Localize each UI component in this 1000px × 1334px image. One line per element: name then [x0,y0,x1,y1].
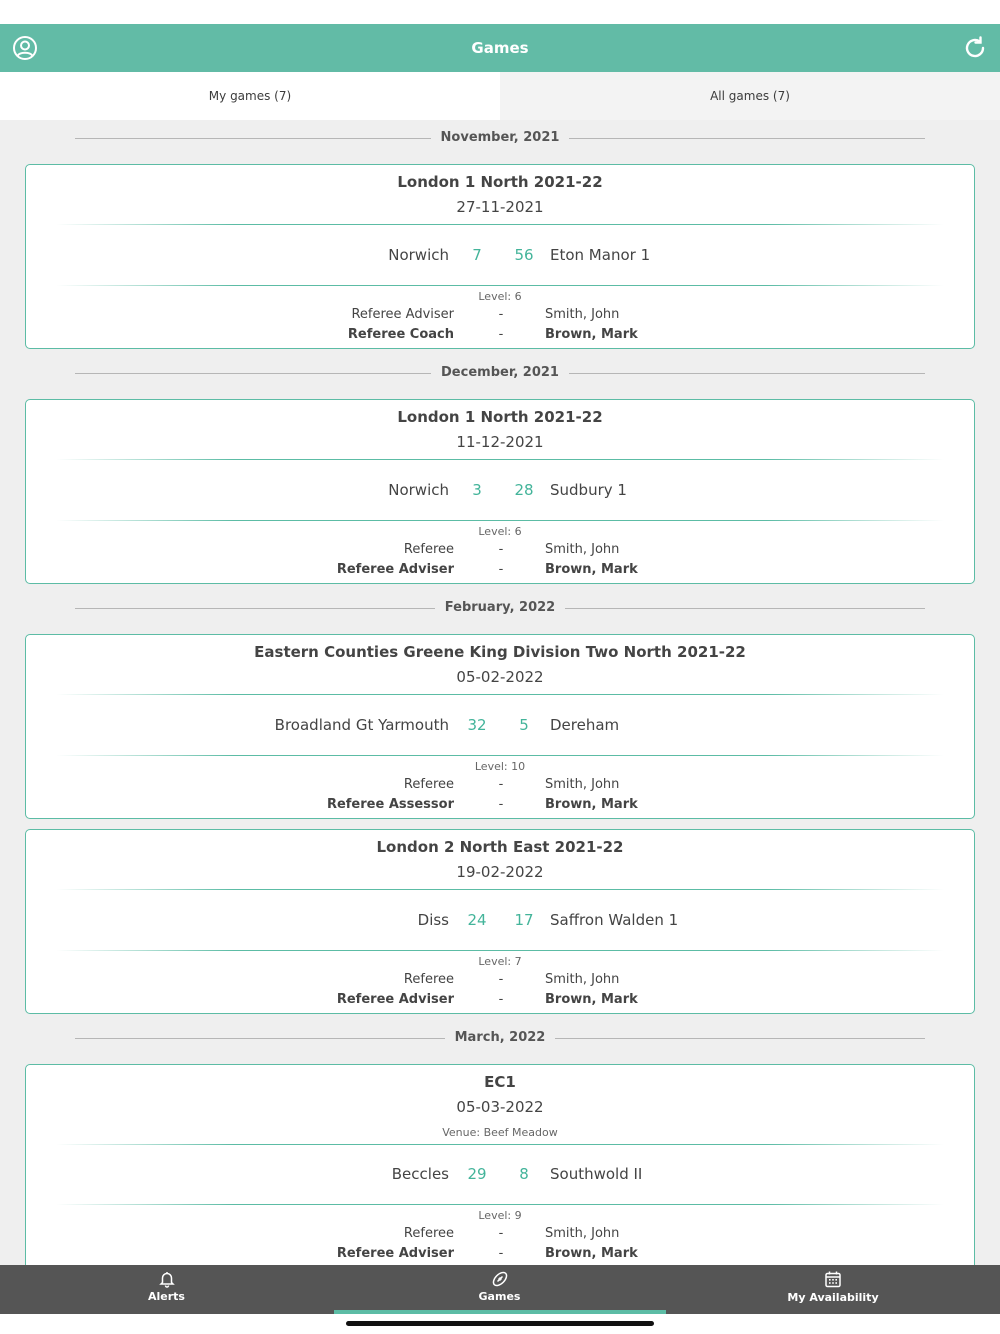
bell-icon [158,1270,176,1288]
month-label: December, 2021 [431,364,569,382]
away-score: 17 [514,911,534,929]
competition-name: EC1 [484,1073,516,1091]
game-date: 19-02-2022 [456,863,544,881]
official-name: Smith, John [545,1226,620,1241]
official-name: Brown, Mark [545,1246,638,1261]
separator: - [498,327,504,342]
competition-name: Eastern Counties Greene King Division Two North 2021-22 [254,643,746,661]
competition-name: London 1 North 2021-22 [397,408,603,426]
official-role: Referee Adviser [351,307,454,322]
away-team: Saffron Walden 1 [550,911,679,929]
nav-games[interactable] [333,1265,666,1314]
rugby-ball-icon [491,1270,509,1288]
official-role: Referee [403,777,454,792]
official-name: Smith, John [545,777,620,792]
official-name: Smith, John [545,542,620,557]
game-date: 27-11-2021 [456,198,544,216]
month-label: November, 2021 [431,129,570,147]
competition-name: London 1 North 2021-22 [397,173,603,191]
month-label: February, 2022 [435,599,565,617]
official-name: Brown, Mark [545,797,638,812]
official-role: Referee Coach [347,327,454,342]
away-team: Southwold II [550,1165,643,1183]
separator: - [498,797,504,812]
game-card[interactable] [25,399,975,584]
home-score: 7 [472,246,482,264]
home-team: Beccles [391,1165,449,1183]
month-label: March, 2022 [445,1029,556,1047]
official-name: Brown, Mark [545,562,638,577]
away-score: 56 [514,246,534,264]
nav-alerts[interactable] [0,1265,333,1314]
home-team: Norwich [388,246,449,264]
home-team: Norwich [388,481,449,499]
nav-label: Alerts [148,1290,185,1303]
separator: - [498,542,504,557]
away-team: Eton Manor 1 [550,246,651,264]
page-title: Games [471,39,529,57]
home-indicator[interactable] [346,1321,654,1326]
away-score: 28 [514,481,534,499]
away-team: Dereham [550,716,620,734]
separator: - [498,777,504,792]
month-divider [75,1029,925,1047]
separator: - [498,1246,504,1261]
official-role: Referee Adviser [336,992,454,1007]
official-role: Referee [403,972,454,987]
app-header [0,24,1000,72]
nav-label: Games [478,1290,521,1303]
separator: - [498,307,504,322]
month-divider [75,129,925,147]
separator: - [498,562,504,577]
refresh-icon[interactable] [962,35,988,61]
game-date: 05-03-2022 [456,1098,544,1116]
tab-my-games[interactable]: My games (7) [0,72,500,120]
game-level: Level: 9 [478,1209,522,1222]
home-team: Broadland Gt Yarmouth [274,716,449,734]
official-role: Referee Adviser [336,562,454,577]
official-name: Smith, John [545,972,620,987]
bottom-nav [0,1265,1000,1314]
game-level: Level: 10 [474,760,526,773]
home-score: 32 [467,716,487,734]
nav-my-availability[interactable] [666,1265,1000,1314]
tab-bar [0,72,1000,120]
game-date: 11-12-2021 [456,433,544,451]
game-card[interactable] [25,1064,975,1279]
separator: - [498,1226,504,1241]
game-date: 05-02-2022 [456,668,544,686]
game-level: Level: 7 [478,955,522,968]
official-name: Smith, John [545,307,620,322]
game-card[interactable] [25,164,975,349]
month-divider [75,364,925,382]
game-card[interactable] [25,829,975,1014]
away-team: Sudbury 1 [550,481,627,499]
status-bar [0,0,1000,24]
official-name: Brown, Mark [545,992,638,1007]
month-divider [75,599,925,617]
official-role: Referee [403,1226,454,1241]
game-level: Level: 6 [478,290,522,303]
game-level: Level: 6 [478,525,522,538]
game-venue: Venue: Beef Meadow [442,1126,558,1139]
separator: - [498,992,504,1007]
home-score: 29 [467,1165,487,1183]
home-team: Diss [417,911,449,929]
competition-name: London 2 North East 2021-22 [376,838,624,856]
official-role: Referee Assessor [326,797,454,812]
separator: - [498,972,504,987]
tab-all-games[interactable]: All games (7) [500,72,1000,120]
game-card[interactable] [25,634,975,819]
home-score: 24 [467,911,487,929]
away-score: 5 [519,716,529,734]
home-score: 3 [472,481,482,499]
nav-label: My Availability [787,1291,879,1304]
calendar-icon [824,1270,842,1288]
away-score: 8 [519,1165,529,1183]
official-role: Referee Adviser [336,1246,454,1261]
official-name: Brown, Mark [545,327,638,342]
official-role: Referee [403,542,454,557]
